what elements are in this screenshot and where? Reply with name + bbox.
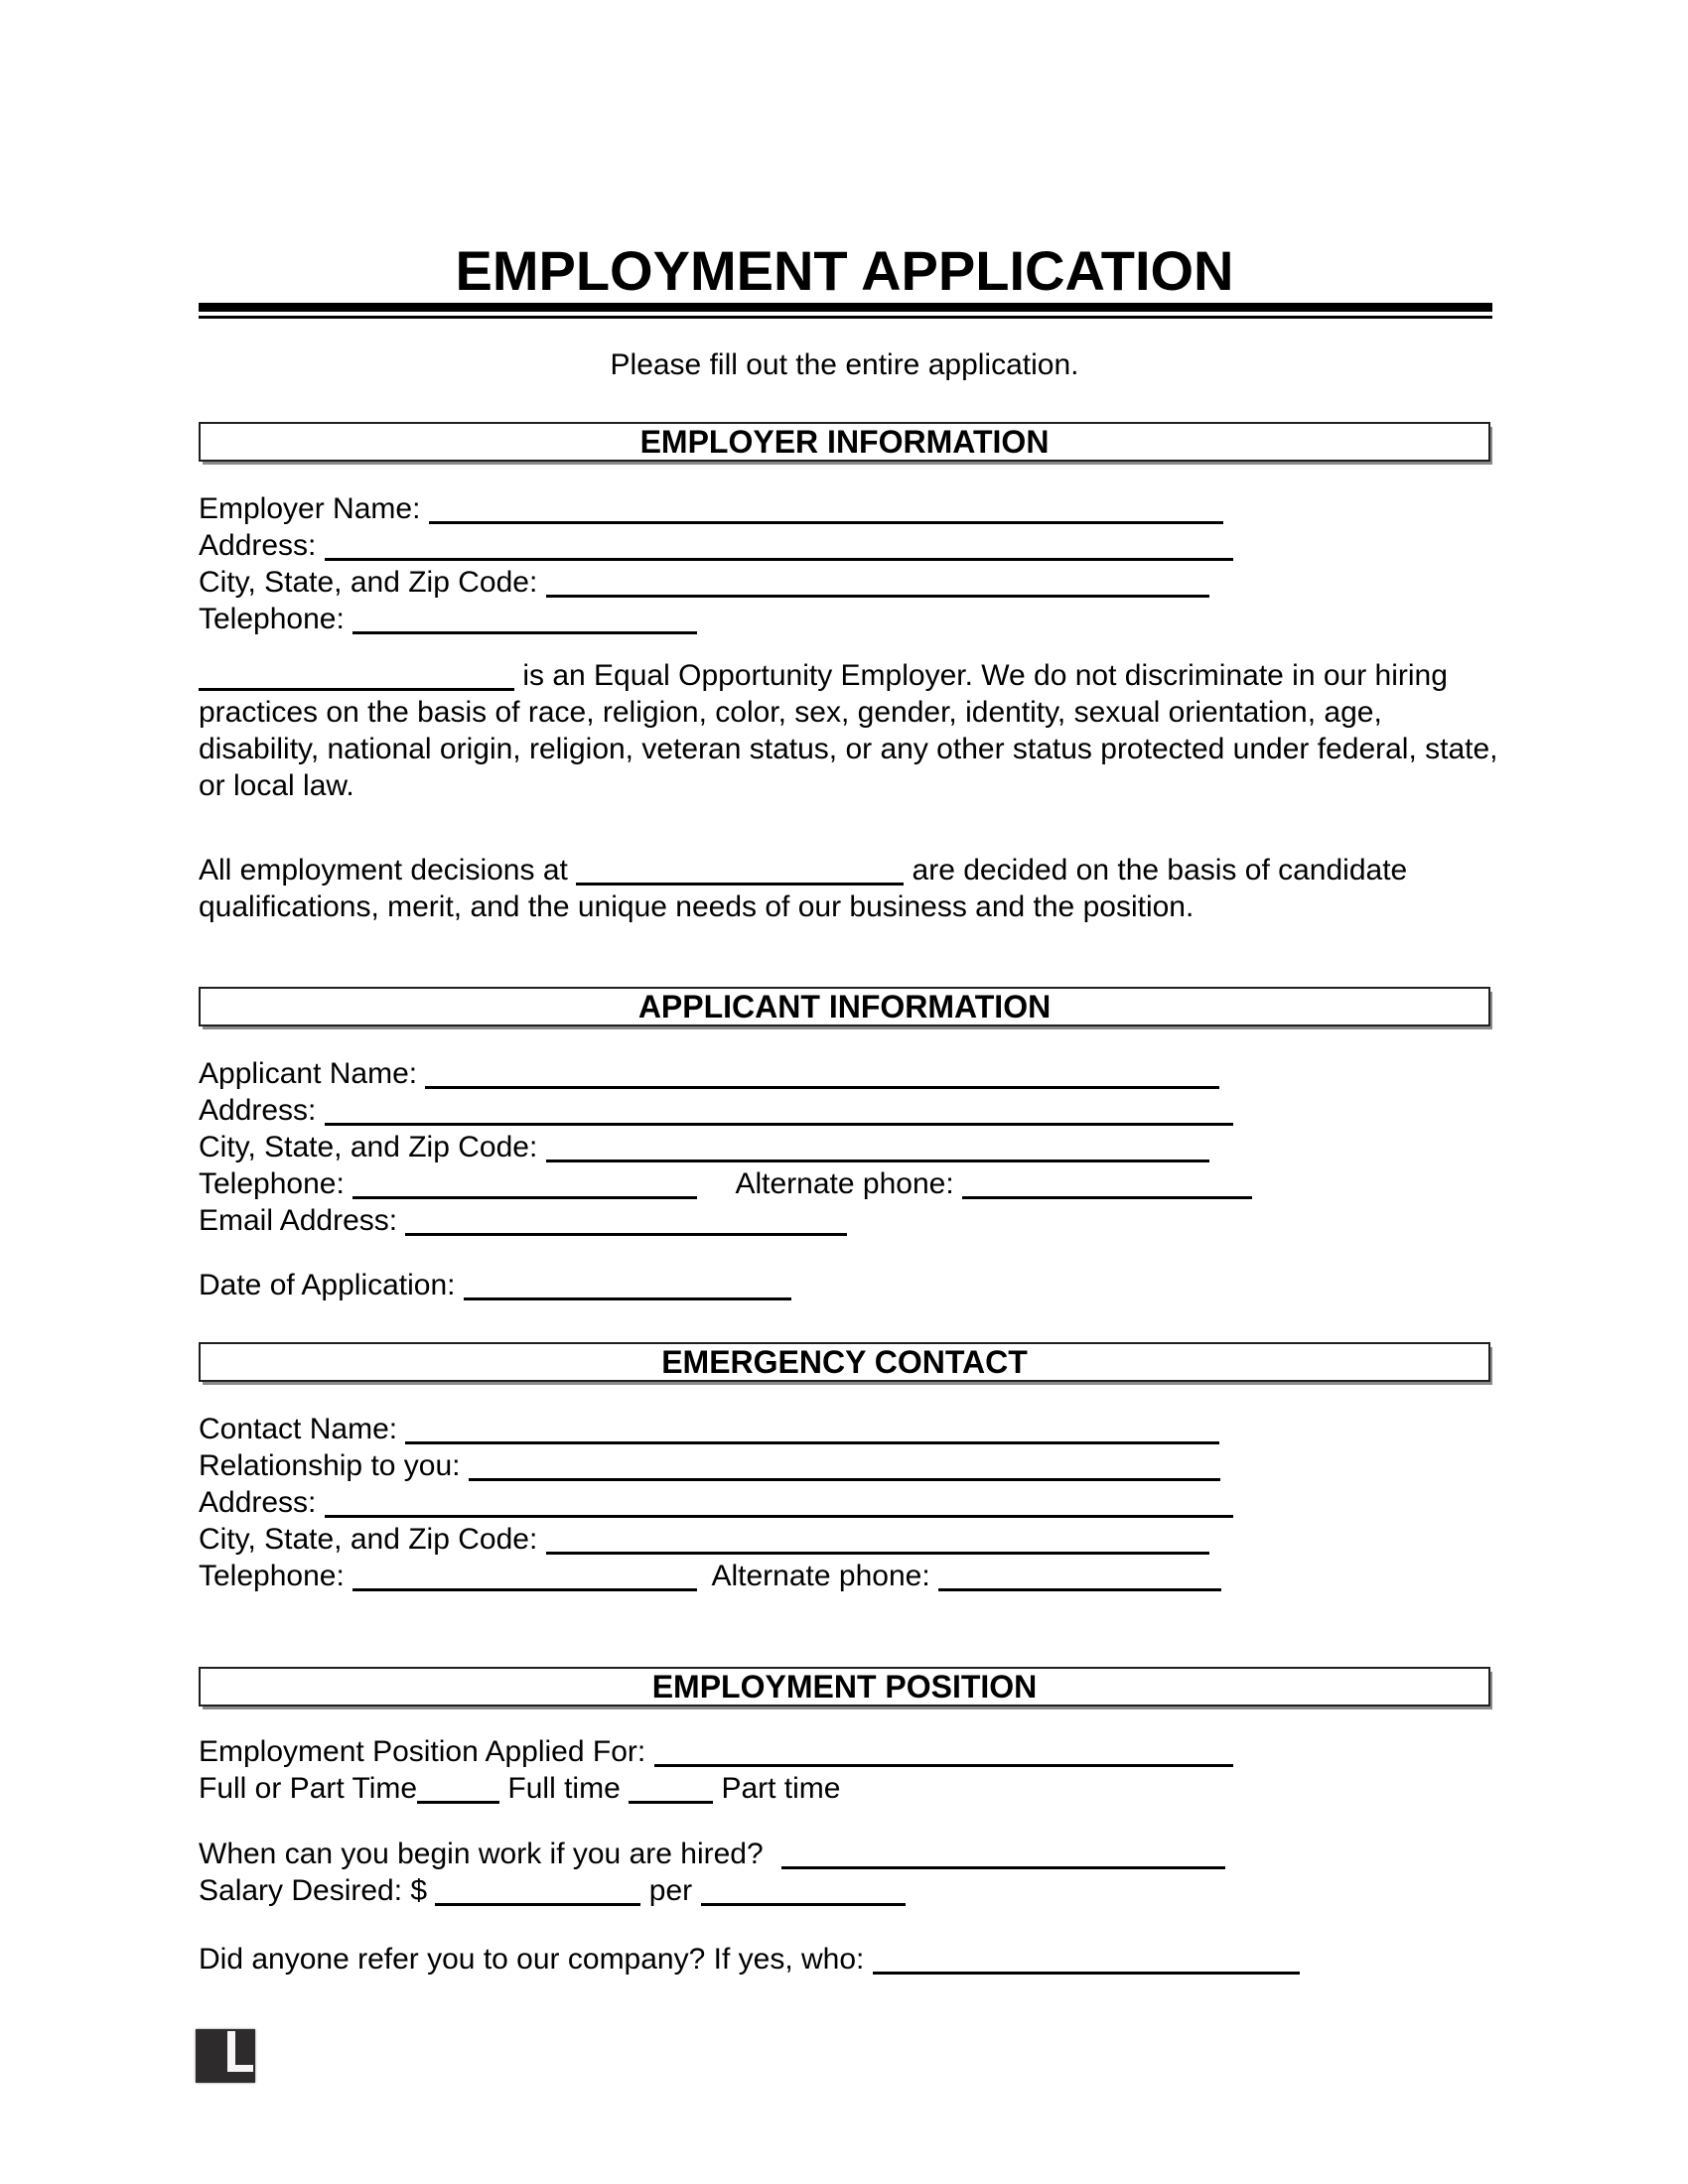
emergency-city-label: City, State, and Zip Code: <box>199 1523 538 1556</box>
salary-row <box>199 1872 1509 1909</box>
emergency-contact-name-label: Contact Name: <box>199 1413 398 1445</box>
emergency-section-header: EMERGENCY CONTACT <box>199 1342 1490 1382</box>
employer-section-header: EMPLOYER INFORMATION <box>199 422 1490 462</box>
salary-per-label: per <box>648 1874 693 1907</box>
applicant-city-label: City, State, and Zip Code: <box>199 1131 538 1163</box>
applicant-city-row <box>199 1129 1509 1165</box>
emergency-relationship-line[interactable] <box>469 1454 1220 1481</box>
position-fullpart-line[interactable] <box>417 1777 499 1804</box>
position-fulltime-label: Full time <box>507 1772 621 1805</box>
referral-line[interactable] <box>873 1948 1300 1975</box>
form-instructions: Please fill out the entire application. <box>610 348 1079 381</box>
emergency-city-line[interactable] <box>546 1528 1209 1555</box>
employer-address-row <box>199 527 1509 564</box>
emergency-phone-row <box>199 1558 1509 1594</box>
emergency-fields <box>199 1411 1509 1594</box>
position-fulltime-line[interactable] <box>629 1777 713 1804</box>
eeo-paragraph <box>199 657 1509 804</box>
position-applied-label: Employment Position Applied For: <box>199 1735 646 1768</box>
employer-name-line[interactable] <box>429 497 1223 524</box>
position-applied-line[interactable] <box>654 1740 1233 1767</box>
emergency-phone-line[interactable] <box>352 1565 697 1591</box>
emergency-alt-phone-line[interactable] <box>938 1565 1221 1591</box>
applicant-name-row <box>199 1055 1509 1092</box>
emergency-alt-phone-label: Alternate phone: <box>711 1560 930 1592</box>
salary-label: Salary Desired: $ <box>199 1874 428 1907</box>
eeo-company-blank[interactable] <box>199 664 514 691</box>
employer-city-row <box>199 564 1509 601</box>
decisions-text-pre: All employment decisions at <box>199 854 568 887</box>
employer-phone-row <box>199 601 1509 637</box>
begin-work-line[interactable] <box>781 1843 1225 1869</box>
decisions-company-blank[interactable] <box>576 859 904 886</box>
employer-city-line[interactable] <box>546 571 1209 598</box>
employer-phone-label: Telephone: <box>199 603 345 635</box>
page-title: EMPLOYMENT APPLICATION <box>455 239 1234 302</box>
employer-address-label: Address: <box>199 529 317 562</box>
legaltemplates-logo <box>196 2029 255 2083</box>
salary-per-line[interactable] <box>701 1879 906 1906</box>
emergency-relationship-label: Relationship to you: <box>199 1449 461 1482</box>
applicant-name-line[interactable] <box>425 1062 1219 1089</box>
title-divider-thin <box>199 316 1492 319</box>
position-fullpart-row <box>199 1770 1509 1807</box>
position-section-header: EMPLOYMENT POSITION <box>199 1667 1490 1706</box>
applicant-address-label: Address: <box>199 1094 317 1127</box>
application-date-line[interactable] <box>464 1274 791 1300</box>
position-parttime-label: Part time <box>721 1772 841 1805</box>
decisions-paragraph <box>199 852 1509 925</box>
referral-row-block <box>199 1941 1509 1978</box>
begin-work-row <box>199 1836 1509 1872</box>
employer-name-label: Employer Name: <box>199 492 421 525</box>
position-fields <box>199 1733 1509 1807</box>
applicant-name-label: Applicant Name: <box>199 1057 418 1090</box>
applicant-section-header: APPLICANT INFORMATION <box>199 987 1490 1026</box>
employer-phone-line[interactable] <box>352 608 697 634</box>
application-date-row <box>199 1267 1509 1303</box>
employer-name-row <box>199 490 1509 527</box>
emergency-city-row <box>199 1521 1509 1558</box>
application-date-label: Date of Application: <box>199 1269 456 1301</box>
salary-fields <box>199 1836 1509 1909</box>
begin-work-label: When can you begin work if you are hired? <box>199 1838 764 1870</box>
emergency-address-label: Address: <box>199 1486 317 1519</box>
applicant-phone-label: Telephone: <box>199 1167 345 1200</box>
emergency-contact-name-line[interactable] <box>405 1418 1219 1444</box>
employer-address-line[interactable] <box>325 534 1233 561</box>
applicant-address-row <box>199 1092 1509 1129</box>
applicant-fields <box>199 1055 1509 1239</box>
applicant-alt-phone-label: Alternate phone: <box>735 1167 954 1200</box>
emergency-address-row <box>199 1484 1509 1521</box>
applicant-alt-phone-line[interactable] <box>962 1172 1252 1199</box>
applicant-email-line[interactable] <box>405 1209 847 1236</box>
referral-row <box>199 1941 1509 1978</box>
applicant-email-row <box>199 1202 1509 1239</box>
emergency-phone-label: Telephone: <box>199 1560 345 1592</box>
applicant-phone-line[interactable] <box>352 1172 697 1199</box>
emergency-address-line[interactable] <box>325 1491 1233 1518</box>
applicant-email-label: Email Address: <box>199 1204 398 1237</box>
decisions-text-post: are decided on the basis of candidate qualifications, merit, and the unique needs of our business and the position. <box>199 854 1408 923</box>
emergency-contact-name-row <box>199 1411 1509 1447</box>
applicant-phone-row <box>199 1165 1509 1202</box>
applicant-city-line[interactable] <box>546 1136 1209 1162</box>
employer-fields <box>199 490 1509 637</box>
referral-label: Did anyone refer you to our company? If yes, who: <box>199 1943 865 1976</box>
title-divider-thick <box>199 303 1492 312</box>
salary-amount-line[interactable] <box>435 1879 640 1906</box>
employer-city-label: City, State, and Zip Code: <box>199 566 538 599</box>
eeo-text: is an Equal Opportunity Employer. We do not discriminate in our hiring practices on the basis of race, religion, color, sex, gender, identity, sexual orientation, age, disability, national origin, religion, veteran status, or any other status protected under federal, state, or local law. <box>199 659 1498 802</box>
emergency-relationship-row <box>199 1447 1509 1484</box>
applicant-address-line[interactable] <box>325 1099 1233 1126</box>
position-applied-row <box>199 1733 1509 1770</box>
position-fullpart-label: Full or Part Time <box>199 1772 418 1805</box>
letter-l-logo-foot <box>227 2065 253 2072</box>
